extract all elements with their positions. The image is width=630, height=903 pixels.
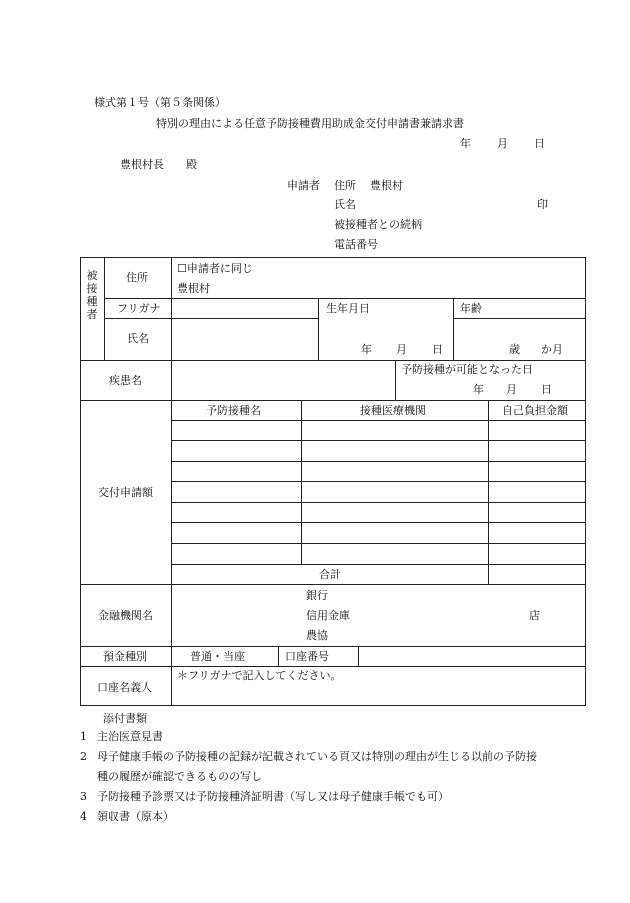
vaccinee-address-value: 豊根村 xyxy=(177,282,210,295)
bank-type-agri-coop: 農協 xyxy=(306,629,328,642)
bank-type-credit-union: 信用金庫 xyxy=(306,609,350,622)
dob-month-unit: 月 xyxy=(396,343,407,356)
disease-label: 疾患名 xyxy=(109,374,142,387)
relation-label: 被接種者との続柄 xyxy=(334,218,422,231)
furigana-label: フリガナ xyxy=(117,302,161,315)
amount-label: 交付申請額 xyxy=(98,486,153,499)
date-month-label: 月 xyxy=(497,137,508,150)
bank-label: 金融機関名 xyxy=(98,609,153,622)
total-label: 合計 xyxy=(319,568,341,581)
account-holder-note: ＊フリガナで記入してください。 xyxy=(177,669,342,682)
form-number: 様式第１号（第５条関係） xyxy=(94,96,226,109)
attachment-3-number: 3 xyxy=(80,790,87,803)
vaccination-possible-date-label: 予防接種が可能となった日 xyxy=(401,363,533,376)
applicant-address-value: 豊根村 xyxy=(370,179,403,192)
attachment-1-text: 主治医意見書 xyxy=(97,730,163,743)
dob-label: 生年月日 xyxy=(326,302,370,315)
account-number-label: 口座番号 xyxy=(285,650,329,663)
deposit-type-value[interactable]: 普通・当座 xyxy=(190,650,245,663)
date-year-label: 年 xyxy=(460,137,471,150)
attachment-2-number: 2 xyxy=(80,750,87,763)
header-medical-institution: 接種医療機関 xyxy=(360,404,426,417)
seal-mark: 印 xyxy=(537,198,548,211)
bank-type-bank: 銀行 xyxy=(306,589,328,602)
date-day-label: 日 xyxy=(534,137,545,150)
attachment-2-text: 母子健康手帳の予防接種の記録が記載されている頁又は特別の理由が生じる以前の予防接 xyxy=(97,750,537,763)
attachment-1-number: 1 xyxy=(80,730,87,743)
possible-month-unit: 月 xyxy=(506,383,517,396)
deposit-type-label: 預金種別 xyxy=(103,650,147,663)
dob-day-unit: 日 xyxy=(432,343,443,356)
header-self-pay-amount: 自己負担金額 xyxy=(502,404,568,417)
phone-label: 電話番号 xyxy=(334,238,378,251)
applicant-name-label: 氏名 xyxy=(334,198,356,211)
age-label: 年齢 xyxy=(460,302,482,315)
attachment-4-number: 4 xyxy=(80,810,87,823)
vaccinee-name-label: 氏名 xyxy=(127,332,149,345)
attachment-2-text-cont: 種の履歴が確認できるものの写し xyxy=(97,770,262,783)
addressee: 豊根村長 殿 xyxy=(120,158,197,171)
dob-year-unit: 年 xyxy=(361,343,372,356)
possible-day-unit: 日 xyxy=(541,383,552,396)
age-years-unit: 歳 xyxy=(509,343,520,356)
vaccinee-side-label: 被 接 種 者 xyxy=(86,269,98,321)
header-vaccine-name: 予防接種名 xyxy=(206,404,261,417)
applicant-address-label: 住所 xyxy=(334,179,356,192)
attachment-3-text: 予防接種予診票又は予防接種済証明書（写し又は母子健康手帳でも可） xyxy=(97,790,449,803)
account-holder-label: 口座名義人 xyxy=(97,681,152,694)
same-as-applicant-checkbox[interactable]: ☐申請者に同じ xyxy=(177,262,253,275)
age-months-unit: か月 xyxy=(541,343,563,356)
attachments-title: 添付書類 xyxy=(103,712,147,725)
branch-suffix: 店 xyxy=(529,609,540,622)
vaccinee-address-label: 住所 xyxy=(126,271,148,284)
attachment-4-text: 領収書（原本） xyxy=(97,810,174,823)
applicant-label: 申請者 xyxy=(287,179,320,192)
possible-year-unit: 年 xyxy=(473,383,484,396)
form-title: 特別の理由による任意予防接種費用助成金交付申請書兼請求書 xyxy=(156,117,464,130)
